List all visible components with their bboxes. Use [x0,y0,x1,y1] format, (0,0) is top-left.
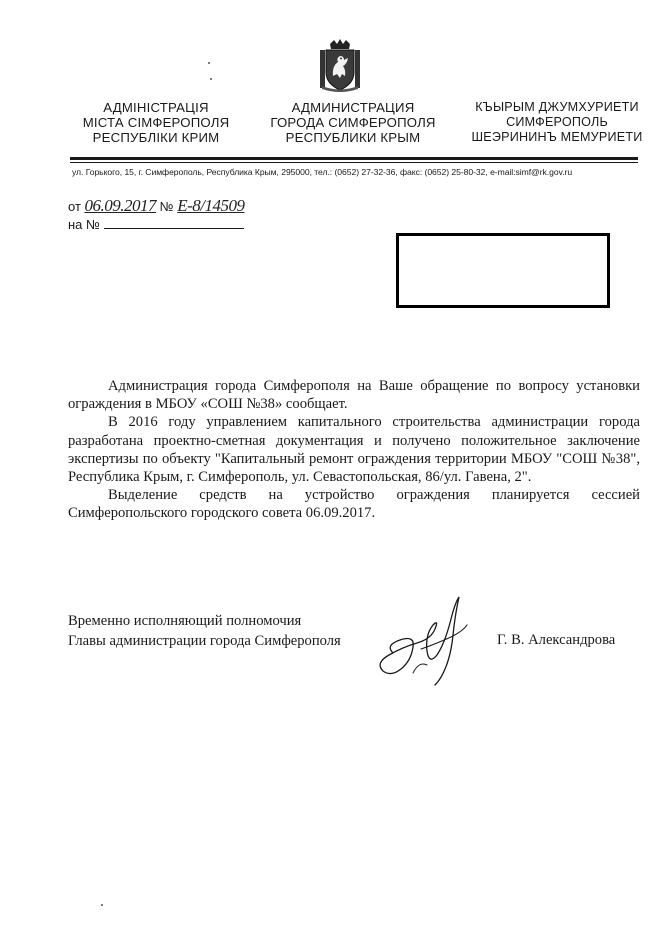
letter-body [68,377,640,523]
incoming-reference [68,216,244,232]
header-line: КЪЫРЫМ ДЖУМХУРИЕТИ [475,100,639,114]
signatory-title [68,611,341,651]
incoming-number-blank [104,216,244,229]
header-line: СИМФЕРОПОЛЬ [506,115,608,129]
header-line: РЕСПУБЛІКИ КРИМ [92,130,220,145]
body-paragraph: Выделение средств на устройство ограждения планируется сессией Симферопольского городского совета 06.09.2017. [68,487,640,522]
from-label: от [68,199,81,214]
header-line: АДМІНІСТРАЦІЯ [103,100,209,115]
header-divider-thin [70,162,638,163]
outgoing-reference [68,196,245,216]
header-line: АДМИНИСТРАЦИЯ [291,100,415,115]
signatory-title-line: Временно исполняющий полномочия [68,613,302,629]
header-crimean-tatar [462,100,650,145]
contact-address: ул. Горького, 15, г. Симферополь, Республика Крым, 295000, тел.: (0652) 27-32-36, факс: (0652) 25-80-32, e-mail:simf@rk.gov.ru [72,167,573,177]
header-line: ГОРОДА СИМФЕРОПОЛЯ [270,115,436,130]
coat-of-arms-emblem [318,38,362,92]
signatory-name: Г. В. Александрова [497,632,616,648]
header-ukrainian [56,100,256,145]
scan-speck [208,62,210,64]
document-number: Е-8/14509 [177,196,245,215]
number-label: № [159,199,174,214]
scan-speck [210,78,212,80]
signatory-title-line: Главы администрации города Симферополя [68,633,341,649]
redacted-recipient-box [396,233,610,308]
header-line: ШЕЭРИНИНЪ МЕМУРИЕТИ [471,130,643,144]
handwritten-signature [355,585,495,695]
header-line: РЕСПУБЛИКИ КРЫМ [285,130,421,145]
body-paragraph: В 2016 году управлением капитального строительства администрации города разработана проектно-сметная документация и получено положительное заключение экспертизы по объекту "Капитальный ремонт ограждения территории МБОУ "СОШ №38", Республика Крым, г. Симферополь, ул. Севастопольская, 86/ул. Гавена, 2". [68,414,640,486]
header-divider-thick [70,157,638,160]
header-line: МІСТА СІМФЕРОПОЛЯ [82,115,230,130]
scan-speck [101,904,103,906]
body-paragraph: Администрация города Симферополя на Ваше обращение по вопросу установки ограждения в МБОУ «СОШ №38» сообщает. [68,378,640,413]
document-date: 06.09.2017 [84,196,157,215]
header-russian [253,100,453,145]
on-number-label: на № [68,217,100,232]
